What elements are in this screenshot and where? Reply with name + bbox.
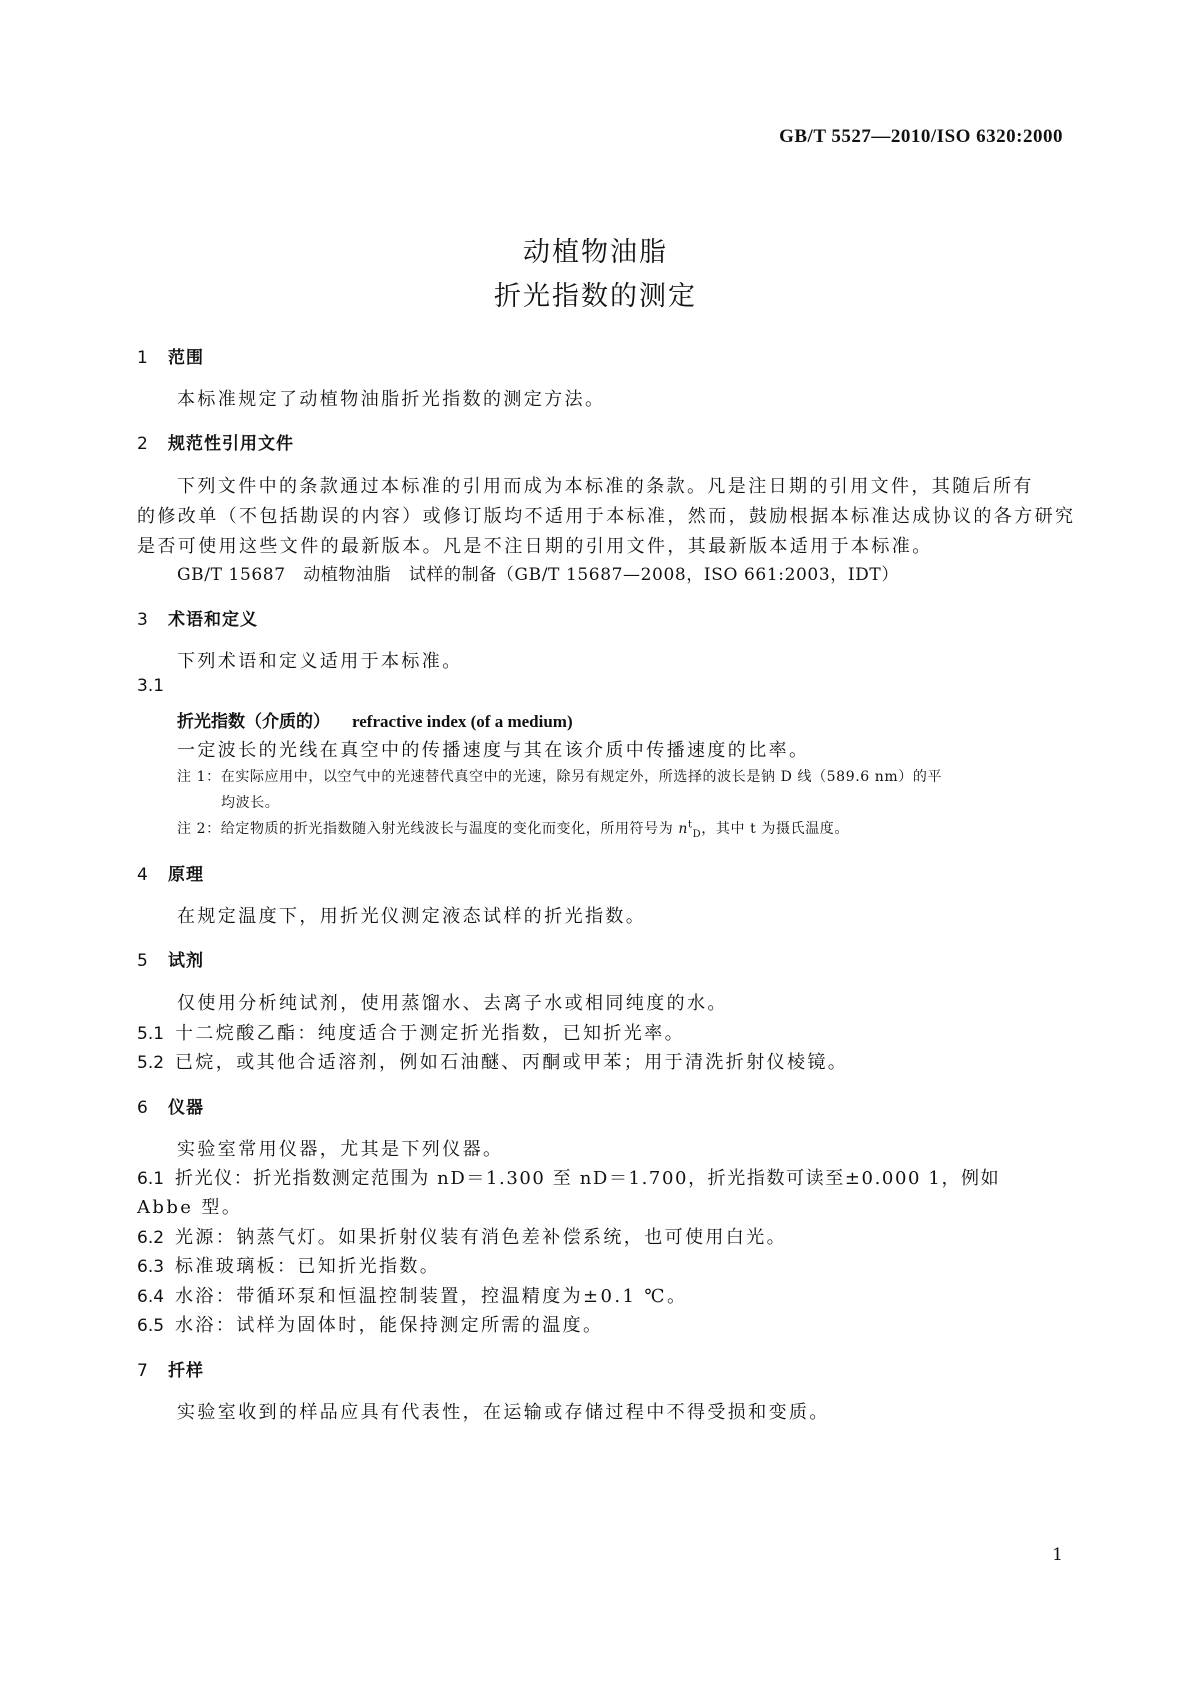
section-title: 术语和定义 (168, 610, 258, 630)
section-2-heading (137, 429, 294, 454)
note-2-text-a: 注 2：给定物质的折光指数随入射光线波长与温度的变化而变化，所用符号为 (177, 821, 679, 837)
clause-6-1 (137, 1164, 1000, 1190)
section-7-body: 实验室收到的样品应具有代表性，在运输或存储过程中不得受损和变质。 (177, 1402, 830, 1423)
section-2-line-3: 是否可使用这些文件的最新版本。凡是不注日期的引用文件，其最新版本适用于本标准。 (137, 536, 933, 557)
clause-text: 水浴：试样为固体时，能保持测定所需的温度。 (175, 1315, 604, 1336)
standard-code: GB/T 5527—2010/ISO 6320:2000 (779, 126, 1063, 147)
note-1-line-2: 均波长。 (221, 795, 280, 811)
note-2 (177, 818, 849, 840)
clause-text: 水浴：带循环泵和恒温控制装置，控温精度为±0.1 ℃。 (175, 1286, 688, 1307)
section-1-heading (137, 343, 204, 368)
section-4-body: 在规定温度下，用折光仪测定液态试样的折光指数。 (177, 906, 647, 927)
section-number: 2 (137, 434, 149, 454)
section-title: 原理 (168, 865, 204, 885)
term-english: refractive index (of a medium) (352, 712, 573, 731)
clause-5-2 (137, 1048, 848, 1074)
clause-3-1-number: 3.1 (137, 676, 165, 696)
term-definition: 一定波长的光线在真空中的传播速度与其在该介质中传播速度的比率。 (177, 740, 810, 761)
section-3-body: 下列术语和定义适用于本标准。 (177, 651, 463, 672)
section-number: 5 (137, 951, 149, 971)
section-number: 6 (137, 1098, 149, 1118)
term-entry (177, 707, 573, 732)
section-5-heading (137, 946, 204, 971)
term-chinese: 折光指数（介质的） (177, 712, 330, 732)
section-3-heading (137, 605, 258, 630)
symbol-n: n (678, 821, 689, 837)
note-2-text-b: ，其中 t 为摄氏温度。 (701, 821, 850, 837)
clause-number: 5.1 (137, 1024, 165, 1044)
page-number: 1 (1052, 1545, 1063, 1565)
clause-text: 十二烷酸乙酯：纯度适合于测定折光指数，已知折光率。 (175, 1023, 685, 1044)
section-4-heading (137, 860, 204, 885)
section-title: 扦样 (168, 1361, 204, 1381)
clause-number: 6.4 (137, 1287, 165, 1307)
symbol-sup-t: t (688, 819, 693, 831)
clause-text: 光源：钠蒸气灯。如果折射仪装有消色差补偿系统，也可使用白光。 (175, 1227, 787, 1248)
normative-reference: GB/T 15687 动植物油脂 试样的制备（GB/T 15687—2008，ISO 661:2003，IDT） (177, 565, 899, 585)
section-number: 7 (137, 1361, 149, 1381)
section-number: 1 (137, 348, 149, 368)
clause-6-3 (137, 1252, 440, 1278)
clause-number: 5.2 (137, 1053, 165, 1073)
clause-6-1-continued: Abbe 型。 (137, 1197, 243, 1218)
title-line-1: 动植物油脂 (523, 237, 668, 268)
section-title: 试剂 (168, 951, 204, 971)
section-6-body: 实验室常用仪器，尤其是下列仪器。 (177, 1139, 504, 1160)
clause-text: 已烷，或其他合适溶剂，例如石油醚、丙酮或甲苯；用于清洗折射仪棱镜。 (175, 1052, 849, 1073)
clause-number: 6.2 (137, 1228, 165, 1248)
clause-text: 标准玻璃板：已知折光指数。 (175, 1256, 441, 1277)
clause-number: 6.3 (137, 1257, 165, 1277)
clause-5-1 (137, 1019, 685, 1045)
section-number: 3 (137, 610, 149, 630)
section-6-heading (137, 1093, 204, 1118)
section-title: 仪器 (168, 1098, 204, 1118)
section-2-line-1: 下列文件中的条款通过本标准的引用而成为本标准的条款。凡是注日期的引用文件，其随后所有 (177, 476, 1034, 497)
clause-number: 6.5 (137, 1316, 165, 1336)
clause-6-2 (137, 1223, 787, 1249)
section-2-line-2: 的修改单（不包括勘误的内容）或修订版均不适用于本标准，然而，鼓励根据本标准达成协议的各方研究 (137, 506, 1076, 527)
clause-6-5 (137, 1311, 603, 1337)
title-line-2: 折光指数的测定 (494, 281, 697, 312)
clause-6-4 (137, 1282, 687, 1308)
section-number: 4 (137, 865, 149, 885)
section-5-body: 仅使用分析纯试剂，使用蒸馏水、去离子水或相同纯度的水。 (177, 993, 728, 1014)
symbol-sub-d: D (692, 828, 702, 840)
section-title: 规范性引用文件 (168, 434, 294, 454)
clause-number: 6.1 (137, 1169, 165, 1189)
section-7-heading (137, 1356, 204, 1381)
clause-text: 折光仪：折光指数测定范围为 nD＝1.300 至 nD＝1.700，折光指数可读至±0.000 1，例如 (175, 1168, 1001, 1189)
section-1-body: 本标准规定了动植物油脂折光指数的测定方法。 (177, 389, 606, 410)
section-title: 范围 (168, 348, 204, 368)
note-1-line-1: 注 1：在实际应用中，以空气中的光速替代真空中的光速，除另有规定外，所选择的波长是钠 D 线（589.6 nm）的平 (177, 769, 943, 785)
